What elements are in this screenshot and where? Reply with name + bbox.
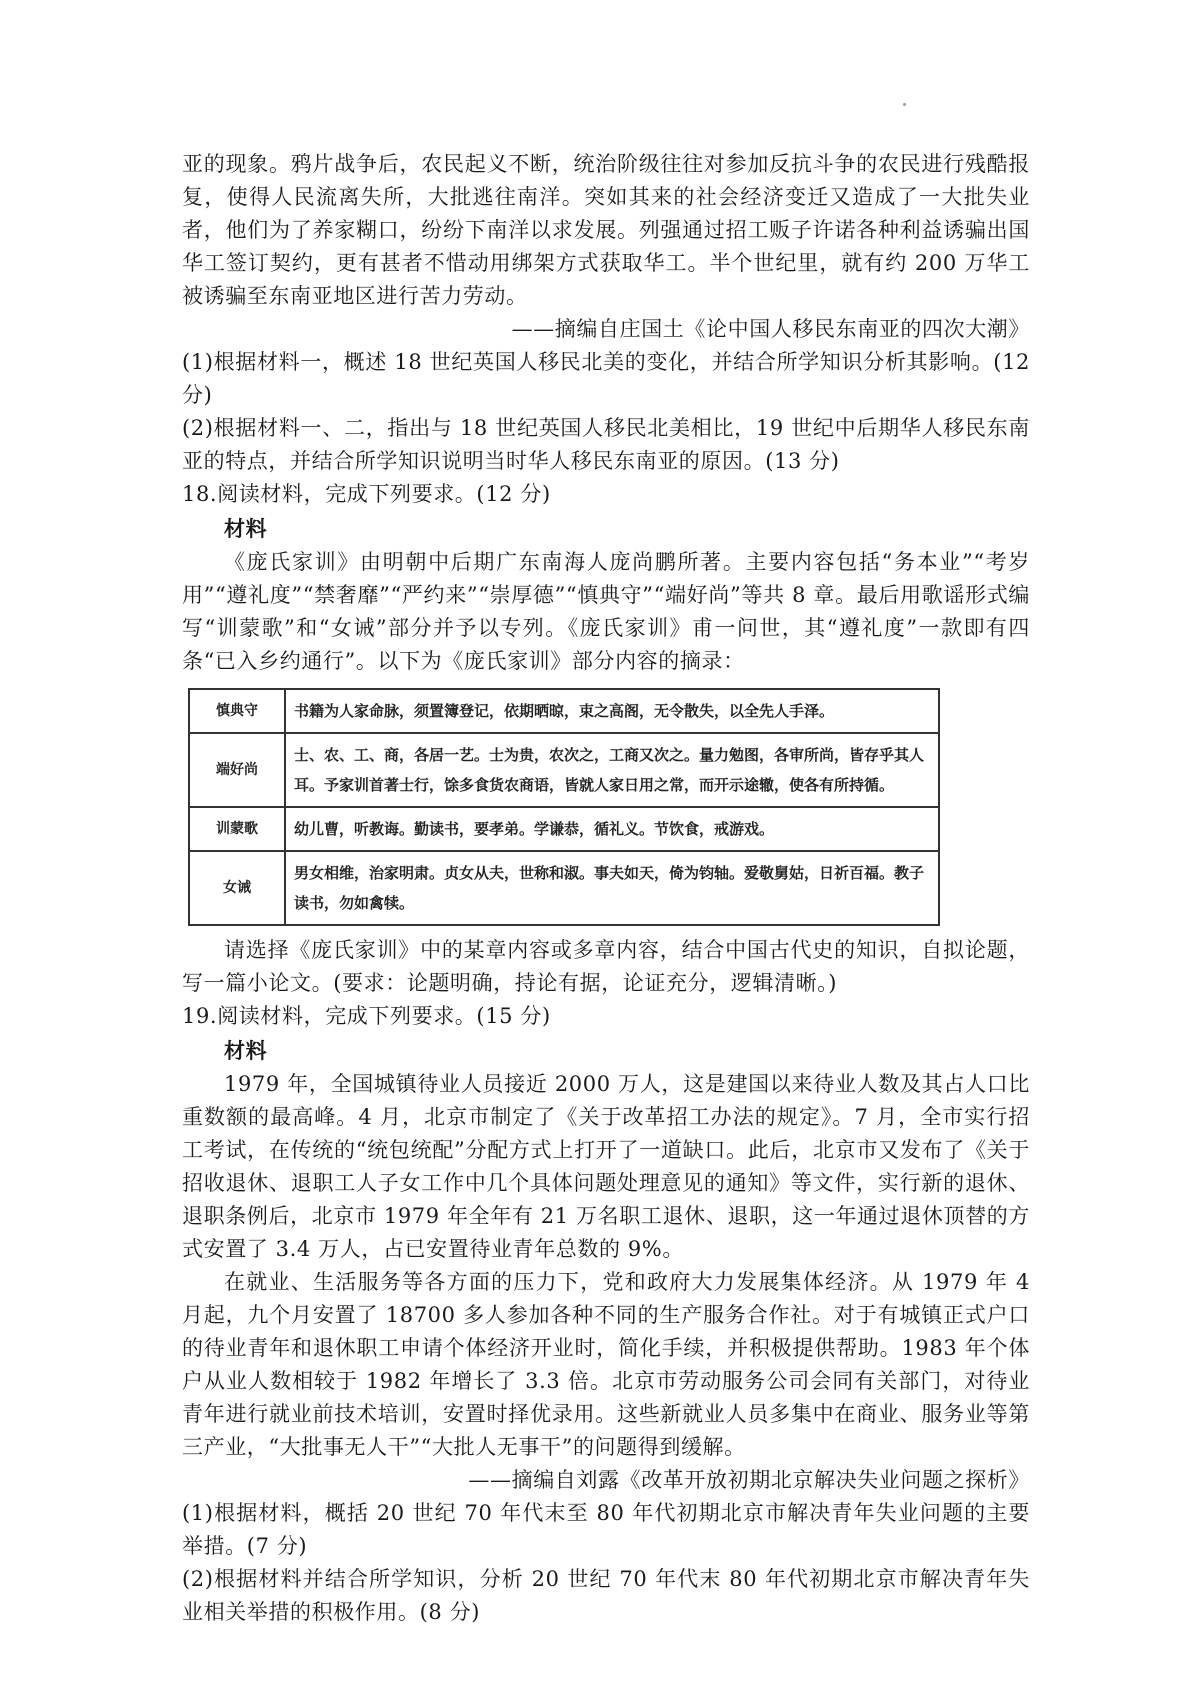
table-row-text: 男女相维，治家明肃。贞女从夫，世称和淑。事夫如天，倚为钧轴。爱敬舅姑，日祈百福。教子读书，勿如禽犊。: [285, 851, 939, 925]
material-two-continued: 亚的现象。鸦片战争后，农民起义不断，统治阶级往往对参加反抗斗争的农民进行残酷报复，使得人民流离失所，大批逃往南洋。突如其来的社会经济变迁又造成了一大批失业者，他们为了养家糊口，纷纷下南洋以求发展。列强通过招工贩子许诺各种利益诱骗出国华工签订契约，更有甚者不惜动用绑架方式获取华工。半个世纪里，就有约 200 万华工被诱骗至东南亚地区进行苦力劳动。: [182, 152, 1030, 308]
q17-sub1: (1)根据材料一，概述 18 世纪英国人移民北美的变化，并结合所学知识分析其影响。(12 分): [182, 350, 1030, 407]
table-row-text: 书籍为人家命脉，须置簿登记，依期晒晾，束之高阁，无令散失，以全先人手泽。: [285, 689, 939, 733]
q19-sub2: (2)根据材料并结合所学知识，分析 20 世纪 70 年代末 80 年代初期北京市解决青年失业相关举措的积极作用。(8 分): [182, 1567, 1030, 1624]
table-row-text: 幼儿曹，听教诲。勤读书，要孝弟。学谦恭，循礼义。节饮食，戒游戏。: [285, 807, 939, 851]
family-rules-table: [188, 688, 940, 926]
q19-material-paragraph-2: 在就业、生活服务等各方面的压力下，党和政府大力发展集体经济。从 1979 年 4 月起，九个月安置了 18700 多人参加各种不同的生产服务合作社。对于有城镇正式户口的待业青年和退休职工申请个体经济开业时，简化手续，并积极提供帮助。1983 年个体户从业人数相较于 1982 年增长了 3.3 倍。北京市劳动服务公司会同有关部门，对待业青年进行就业前技术培训，安置时择优录用。这些新就业人员多集中在商业、服务业等第三产业，“大批事无人干”“大批人无事干”的问题得到缓解。: [182, 1270, 1030, 1459]
table-row: [189, 689, 939, 733]
exam-content: [182, 148, 1030, 1629]
q18-essay-prompt: 请选择《庞氏家训》中的某章内容或多章内容，结合中国古代史的知识，自拟论题，写一篇小论文。(要求：论题明确，持论有据，论证充分，逻辑清晰。): [182, 938, 1030, 995]
q19-material-paragraph-1: 1979 年，全国城镇待业人员接近 2000 万人，这是建国以来待业人数及其占人口比重数额的最高峰。4 月，北京市制定了《关于改革招工办法的规定》。7 月，全市实行招工考试，在传统的“统包统配”分配方式上打开了一道缺口。此后，北京市又发布了《关于招收退休、退职工人子女工作中几个具体问题处理意见的通知》等文件，实行新的退休、退职条例后，北京市 1979 年全年有 21 万名职工退休、退职，这一年通过退休顶替的方式安置了 3.4 万人，占已安置待业青年总数的 9%。: [182, 1072, 1030, 1261]
table-row-text: 士、农、工、商，各居一艺。士为贵，农次之，工商又次之。量力勉图，各审所尚，皆存乎其人耳。予家训首著士行，馀多食货农商语，皆就人家日用之常，而开示途辙，使各有所持循。: [285, 733, 939, 807]
q19-material-source: ——摘编自刘露《改革开放初期北京解决失业问题之探析》: [468, 1468, 1030, 1492]
q19-sub1: (1)根据材料，概括 20 世纪 70 年代末至 80 年代初期北京市解决青年失业问题的主要举措。(7 分): [182, 1501, 1030, 1558]
table-row-label: 女诫: [189, 851, 285, 925]
q17-sub2: (2)根据材料一、二，指出与 18 世纪英国人移民北美相比，19 世纪中后期华人移民东南亚的特点，并结合所学知识说明当时华人移民东南亚的原因。(13 分): [182, 416, 1030, 473]
table-row-label: 慎典守: [189, 689, 285, 733]
table-row: [189, 807, 939, 851]
q18-title: 18.阅读材料，完成下列要求。(12 分): [182, 482, 551, 506]
table-row-label: 训蒙歌: [189, 807, 285, 851]
scan-speck: [903, 103, 906, 106]
material-source: ——摘编自庄国土《论中国人移民东南亚的四次大潮》: [511, 317, 1030, 341]
table-row: [189, 851, 939, 925]
q18-material-heading: 材料: [224, 517, 268, 541]
q19-title: 19.阅读材料，完成下列要求。(15 分): [182, 1004, 551, 1028]
table-row-label: 端好尚: [189, 733, 285, 807]
table-row: [189, 733, 939, 807]
q19-material-heading: 材料: [224, 1039, 268, 1063]
q18-material-paragraph: 《庞氏家训》由明朝中后期广东南海人庞尚鹏所著。主要内容包括“务本业”“考岁用”“遵礼度”“禁奢靡”“严约来”“崇厚德”“慎典守”“端好尚”等共 8 章。最后用歌谣形式编写“训蒙歌”和“女诫”部分并予以专列。《庞氏家训》甫一问世，其“遵礼度”一款即有四条“已入乡约通行”。以下为《庞氏家训》部分内容的摘录：: [182, 550, 1030, 673]
